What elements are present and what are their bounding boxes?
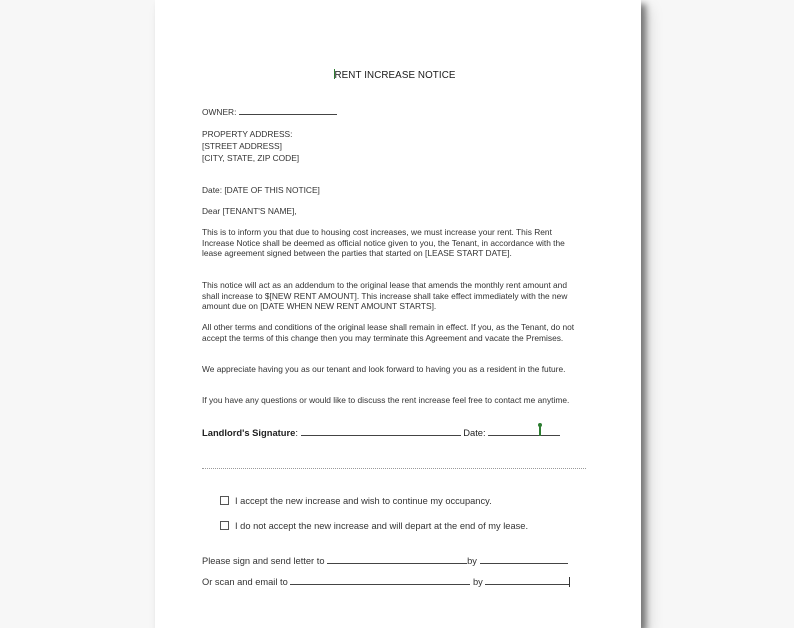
paragraph-questions[interactable]: If you have any questions or would like to discuss the rent increase feel free to contact me anytime. — [202, 395, 570, 405]
owner-line — [202, 106, 337, 118]
scan-label: Or scan and email to — [202, 577, 288, 587]
city-state-zip[interactable]: [CITY, STATE, ZIP CODE] — [202, 153, 300, 163]
street-address[interactable]: [STREET ADDRESS] — [202, 141, 282, 151]
accept-checkbox[interactable] — [220, 496, 229, 505]
paragraph-terms[interactable]: All other terms and conditions of the original lease shall remain in effect. If you, as the Tenant, do not accept the terms of this change then you may terminate this Agreement and vacate the Premises. — [202, 322, 575, 343]
scan-to-field[interactable] — [290, 576, 470, 585]
scan-row — [202, 576, 570, 588]
page-title — [202, 69, 588, 82]
text-cursor-end — [569, 577, 570, 587]
paragraph-addendum[interactable]: This notice will act as an addendum to the original lease that amends the monthly rent amount and shall increase to $[NEW RENT AMOUNT]. This increase shall take effect immediately with the new amount due on [DATE WHEN NEW RENT AMOUNT STARTS]. — [202, 280, 568, 312]
signature-date-label: Date: — [463, 427, 486, 438]
signature-label: Landlord's Signature — [202, 427, 296, 438]
property-address-label: PROPERTY ADDRESS: — [202, 129, 293, 139]
send-to-field[interactable] — [327, 555, 467, 564]
signature-row — [202, 427, 560, 439]
scan-by-label: by — [472, 577, 483, 587]
option-accept-label: I accept the new increase and wish to continue my occupancy. — [235, 496, 492, 506]
scan-by-field[interactable] — [485, 576, 569, 585]
option-decline[interactable] — [220, 521, 528, 532]
option-decline-label: I do not accept the new increase and will depart at the end of my lease. — [235, 521, 529, 531]
signature-date-field[interactable] — [488, 427, 560, 436]
decline-checkbox[interactable] — [220, 521, 229, 530]
document-page — [155, 0, 641, 628]
paragraph-rent-increase[interactable]: This is to inform you that due to housing cost increases, we must increase your rent. This Rent Increase Notice shall be deemed as official notice given to you, the Tenant, in accordance with the lease agreement signed between the parties that started on [LEASE START DATE]. — [202, 227, 565, 259]
send-row — [202, 555, 568, 567]
owner-field[interactable] — [239, 106, 337, 115]
page-title-text[interactable]: RENT INCREASE NOTICE — [334, 70, 456, 81]
notice-date[interactable]: Date: [DATE OF THIS NOTICE] — [202, 185, 320, 195]
signature-colon: : — [295, 427, 298, 438]
send-label: Please sign and send letter to — [202, 556, 325, 566]
paragraph-appreciation[interactable]: We appreciate having you as our tenant and look forward to having you as a resident in the future. — [202, 364, 566, 374]
section-divider — [202, 468, 586, 469]
salutation[interactable]: Dear [TENANT'S NAME], — [202, 206, 297, 216]
owner-label: OWNER: — [202, 107, 237, 117]
signature-field[interactable] — [301, 427, 461, 436]
send-by-field[interactable] — [480, 555, 568, 564]
send-by-label: by — [467, 556, 477, 566]
cursor-pin-icon — [539, 425, 541, 436]
option-accept[interactable] — [220, 496, 492, 507]
